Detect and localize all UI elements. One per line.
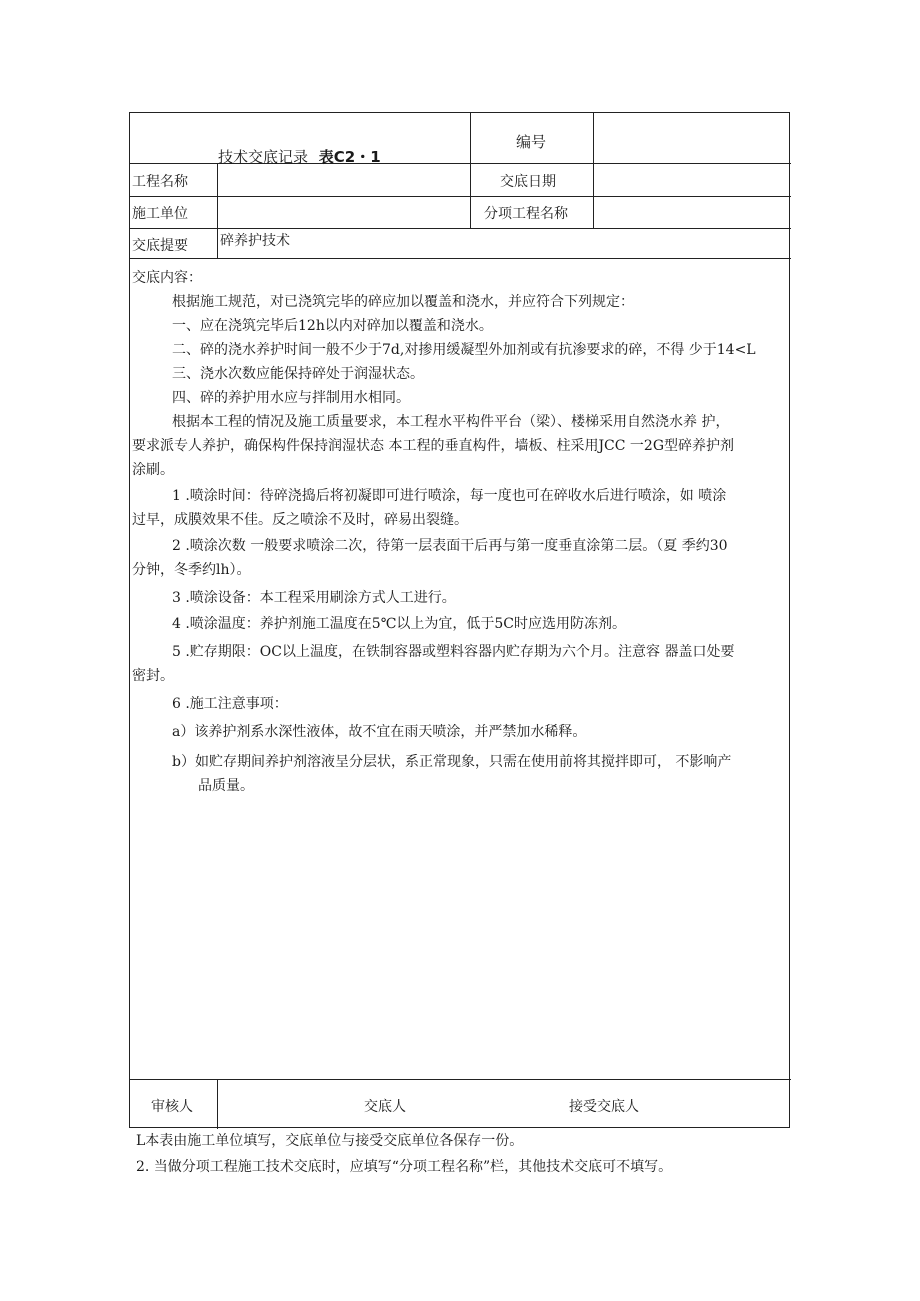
footnote: L本表由施工单位填写，交底单位与接受交底单位各保存一份。 — [136, 1133, 524, 1149]
content-line: 根据施工规范，对已浇筑完毕的碎应加以覆盖和浇水，并应符合下列规定： — [172, 294, 634, 310]
receiver-label: 接受交底人 — [569, 1099, 639, 1115]
content-line: 二、碎的浇水养护时间一般不少于7d,对掺用缓凝型外加剂或有抗渗要求的碎，不得 少于14<L — [172, 342, 756, 358]
row-divider — [130, 258, 791, 259]
briefing-date-label: 交底日期 — [500, 174, 556, 190]
content-line: 涂刷。 — [132, 462, 174, 478]
row-divider — [130, 228, 791, 229]
column-divider — [217, 1079, 218, 1129]
content-line: 6 .施工注意事项： — [172, 696, 288, 712]
content-line: 5 .贮存期限：OC以上温度，在铁制容器或塑料容器内贮存期为六个月。注意容 器盖口处要 — [172, 644, 735, 660]
reviewer-label: 审核人 — [151, 1099, 193, 1115]
content-line: 密封。 — [132, 668, 174, 684]
content-line: 三、浇水次数应能保持碎处于润湿状态。 — [172, 366, 424, 382]
summary-label: 交底提要 — [132, 238, 188, 254]
project-name-label: 工程名称 — [132, 174, 188, 190]
content-line: 品质量。 — [198, 778, 254, 794]
content-line: 要求派专人养护，确保构件保持润湿状态 本工程的垂直构件，墙板、柱采用JCC 一2G型碎养护剂 — [132, 438, 735, 454]
footnote: 2. 当做分项工程施工技术交底时，应填写“分项工程名称”栏，其他技术交底可不填写。 — [136, 1159, 673, 1175]
content-line: 1 .喷涂时间：待碎浇捣后将初凝即可进行喷涂，每一度也可在碎收水后进行喷涂，如 喷涂 — [172, 488, 727, 504]
column-divider — [470, 113, 471, 228]
summary-value: 碎养护技术 — [220, 233, 290, 249]
number-label: 编号 — [516, 133, 547, 151]
content-line: 分钟，冬季约lh）。 — [132, 562, 251, 578]
form-code: 表C2・1 — [318, 148, 381, 166]
content-line: 根据本工程的情况及施工质量要求，本工程水平构件平台（梁）、楼梯采用自然浇水养 护， — [172, 414, 730, 430]
column-divider — [217, 163, 218, 258]
content-line: 3 .喷涂设备：本工程采用刷涂方式人工进行。 — [172, 590, 456, 606]
sub-project-label: 分项工程名称 — [484, 206, 568, 222]
content-line: a）该养护剂系水深性液体，故不宜在雨天喷涂，并严禁加水稀释。 — [172, 724, 587, 740]
content-line: 过早，成膜效果不佳。反之喷涂不及时，碎易出裂缝。 — [132, 512, 468, 528]
content-label: 交底内容： — [132, 270, 202, 286]
column-divider — [593, 113, 594, 228]
presenter-label: 交底人 — [364, 1099, 406, 1115]
row-divider — [130, 196, 791, 197]
content-line: b）如贮存期间养护剂溶液呈分层状，系正常现象，只需在使用前将其搅拌即可， 不影响产 — [172, 754, 732, 770]
form-title-text: 技术交底记录 — [218, 148, 309, 166]
content-line: 4 .喷涂温度：养护剂施工温度在5℃以上为宜，低于5C时应选用防冻剂。 — [172, 616, 626, 632]
form-title — [218, 146, 381, 167]
content-line: 一、应在浇筑完毕后12h以内对碎加以覆盖和浇水。 — [172, 318, 493, 334]
contractor-label: 施工单位 — [132, 206, 188, 222]
row-divider — [130, 1079, 791, 1080]
content-line: 四、碎的养护用水应与拌制用水相同。 — [172, 390, 410, 406]
content-line: 2 .喷涂次数 一般要求喷涂二次，待第一层表面干后再与第一度垂直涂第二层。（夏 季约30 — [172, 538, 728, 554]
technical-briefing-form — [129, 112, 790, 1128]
